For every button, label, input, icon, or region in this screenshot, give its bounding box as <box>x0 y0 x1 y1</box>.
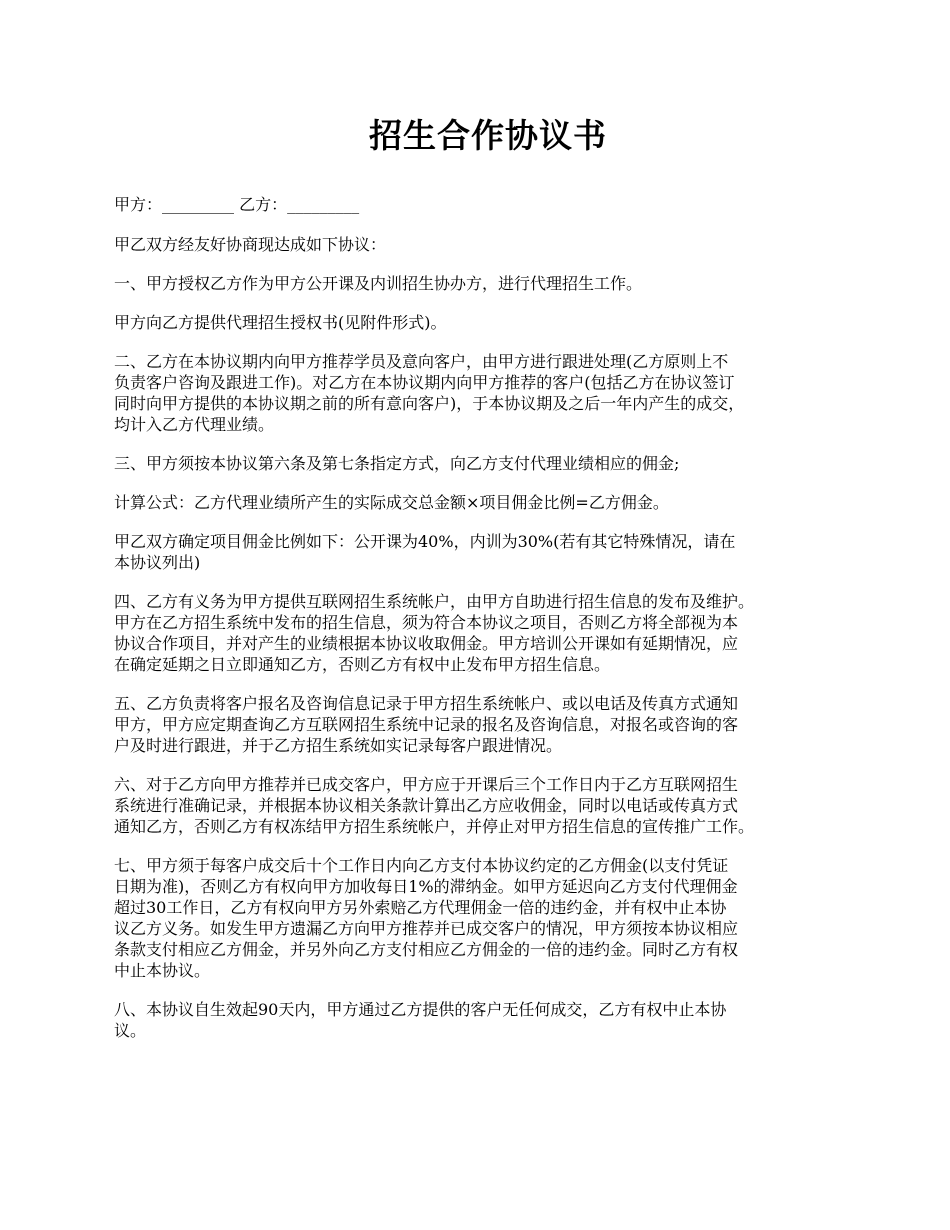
clause-7: 七、甲方须于每客户成交后十个工作日内向乙方支付本协议约定的乙方佣金(以支付凭证 日期为准)，否则乙方有权向甲方加收每日1%的滞纳金。如甲方延迟向乙方支付代理佣金 超过30工作日，乙方有权向甲方另外索赔乙方代理佣金一倍的违约金，并有权中止本协 议乙方义务。如发生甲方遗漏乙方向甲方推荐并已成交客户的情况，甲方须按本协议相应 条款支付相应乙方佣金，并另外向乙方支付相应乙方佣金的一倍的违约金。同时乙方有权 中止本协议。 <box>114 856 739 980</box>
commission-formula: 计算公式：乙方代理业绩所产生的实际成交总金额×项目佣金比例=乙方佣金。 <box>114 493 669 512</box>
clause-1: 一、甲方授权乙方作为甲方公开课及内训招生协办方，进行代理招生工作。 <box>114 274 643 293</box>
commission-rates: 甲乙双方确定项目佣金比例如下：公开课为40%，内训为30%(若有其它特殊情况，请在 本协议列出) <box>114 532 736 572</box>
clause-4: 四、乙方有义务为甲方提供互联网招生系统帐户，由甲方自助进行招生信息的发布及维护。 甲方在乙方招生系统中发布的招生信息，须为符合本协议之项目，否则乙方将全部视为本 协议合作项目，并对产生的业绩根据本协议收取佣金。甲方培训公开课如有延期情况，应 在确定延期之日立即通知乙方，否则乙方有权中止发布甲方招生信息。 <box>114 592 755 674</box>
clause-1-note: 甲方向乙方提供代理招生授权书(见附件形式)。 <box>114 313 447 332</box>
parties-line: 甲方：_________ 乙方：_________ <box>114 195 360 214</box>
clause-3: 三、甲方须按本协议第六条及第七条指定方式，向乙方支付代理业绩相应的佣金; <box>114 454 680 473</box>
clause-5: 五、乙方负责将客户报名及咨询信息记录于甲方招生系统帐户、或以电话及传真方式通知 甲方，甲方应定期查询乙方互联网招生系统中记录的报名及咨询信息，对报名或咨询的客 户及时进行跟进，并于乙方招生系统如实记录每客户跟进情况。 <box>114 694 739 755</box>
clause-2: 二、乙方在本协议期内向甲方推荐学员及意向客户，由甲方进行跟进处理(乙方原则上不 负责客户咨询及跟进工作)。对乙方在本协议期内向甲方推荐的客户(包括乙方在协议签订 同时向甲方提供的本协议期之前的所有意向客户)，于本协议期及之后一年内产生的成交， 均计入乙方代理业绩。 <box>114 352 745 434</box>
document-title: 招生合作协议书 <box>369 116 607 155</box>
intro-paragraph: 甲乙双方经友好协商现达成如下协议： <box>114 235 387 254</box>
clause-8: 八、本协议自生效起90天内，甲方通过乙方提供的客户无任何成交，乙方有权中止本协 议。 <box>114 1000 727 1040</box>
clause-6: 六、对于乙方向甲方推荐并已成交客户，甲方应于开课后三个工作日内于乙方互联网招生 系统进行准确记录，并根据本协议相关条款计算出乙方应收佣金，同时以电话或传真方式 通知乙方，否则乙方有权冻结甲方招生系统帐户，并停止对甲方招生信息的宣传推广工作。 <box>114 775 755 836</box>
